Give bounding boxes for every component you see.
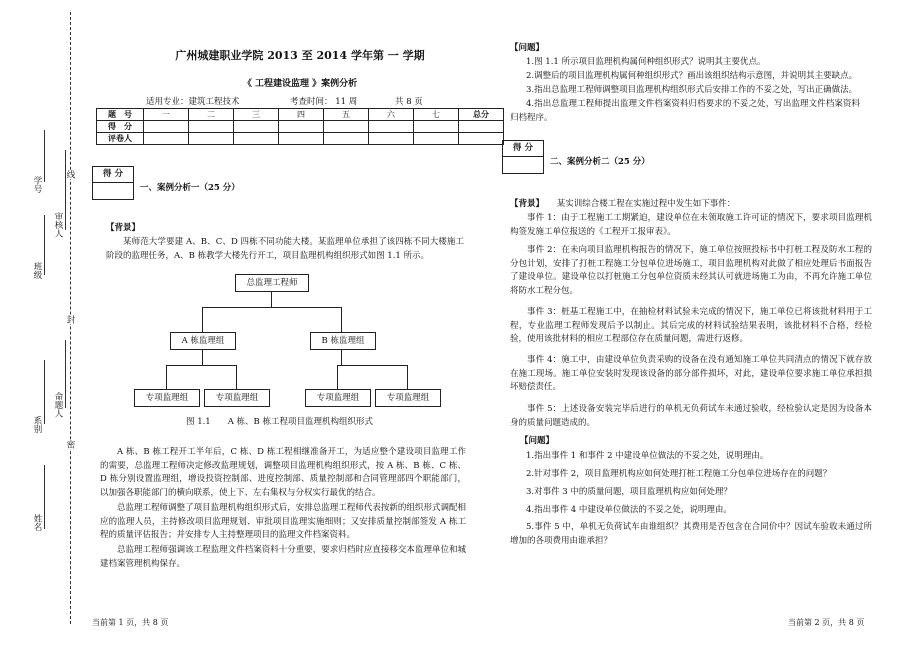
page1-footer: 当前第 1 页，共 8 页 bbox=[92, 618, 169, 627]
score-header-cell: 三 bbox=[234, 109, 279, 121]
course-title: 《 工程建设监理 》案例分析 bbox=[242, 79, 358, 89]
reviewer-cell[interactable] bbox=[279, 133, 324, 145]
org-connector bbox=[236, 365, 237, 389]
org-connector bbox=[341, 349, 342, 365]
score-header-cell: 四 bbox=[279, 109, 324, 121]
org-connector bbox=[202, 349, 203, 365]
org-connector bbox=[337, 365, 338, 389]
question-item: 3.指出总监理工程师调整项目监理机构组织形式后安排工作的不妥之处，写出正确做法。 bbox=[526, 85, 858, 95]
score-header-cell: 七 bbox=[414, 109, 459, 121]
score-cell[interactable] bbox=[144, 121, 189, 133]
org-connector bbox=[166, 365, 237, 366]
reviewer-cell[interactable] bbox=[189, 133, 234, 145]
section2-questions-title: 【问题】 bbox=[520, 436, 555, 446]
section2-score-box[interactable] bbox=[502, 140, 544, 174]
score-cell[interactable] bbox=[459, 121, 504, 133]
department-field[interactable] bbox=[44, 360, 45, 424]
section2-question: 4.指出事件 4 中建设单位做法的不妥之处，说明理由。 bbox=[526, 505, 732, 515]
event-item: 事件 5：上述设备安装完毕后进行的单机无负荷试车未通过验收，经检验认定是因为设备本身的质量问题造成的。 bbox=[510, 404, 872, 428]
score-table bbox=[96, 108, 504, 145]
reviewer-cell[interactable] bbox=[234, 133, 279, 145]
event-item: 事件 3：桩基工程施工中，在抽检材料试验未完成的情况下，施工单位已将该批材料用于工程，专业监理工程师发现后予以制止。其后完成的材料试验结果表明，该批材料不合格，经检验，使用该批材料的相应工程部位存在质量问题，需进行返修。 bbox=[510, 307, 872, 345]
reviewer-cell[interactable] bbox=[414, 133, 459, 145]
section2-question: 2.针对事件 2，项目监理机构应如何处理打桩工程施工分包单位进场存在的问题？ bbox=[526, 469, 832, 479]
section2-background-lead: 某实训综合楼工程在实施过程中发生如下事件： bbox=[556, 199, 736, 209]
score-table-header-row bbox=[97, 109, 504, 121]
org-leaf: 专项监理组 bbox=[204, 389, 270, 407]
section2-background-row bbox=[510, 198, 735, 211]
section1-paragraph: 总监理工程师调整了项目监理机构组织形式后，安排总监理工程师代表按新的组织形式调配相应的监理人员，主持修改项目监理规划、审批项目监理实施细则；又安排质量控制部签发 A 栋工程的质量评估报告；并安排专人主持整理项目的监理文件档案资料。 bbox=[100, 503, 466, 541]
section2-question: 5.事件 5 中，单机无负荷试车由谁组织？其费用是否包含在合同价中？因试车验收未通过所增加的各项费用由谁承担？ bbox=[510, 522, 872, 546]
author-field[interactable] bbox=[65, 340, 66, 408]
org-connector bbox=[202, 307, 203, 332]
reviewer-cell[interactable] bbox=[369, 133, 414, 145]
event-item: 事件 4：施工中，由建设单位负责采购的设备在没有通知施工单位共同清点的情况下就存放在施工现场。施工单位安装时发现该设备的部分部件损坏，对此，建设单位要求施工单位承担损坏赔偿责任。 bbox=[510, 355, 872, 393]
org-branch-b: B 栋监理组 bbox=[310, 332, 376, 350]
score-cell[interactable] bbox=[189, 121, 234, 133]
score-cell[interactable] bbox=[324, 121, 369, 133]
meta-major: 适用专业：建筑工程技术 bbox=[146, 97, 240, 107]
reviewer-row-label: 评卷人 bbox=[97, 133, 144, 145]
score-header-cell: 五 bbox=[324, 109, 369, 121]
org-connector bbox=[407, 365, 408, 389]
score-cell[interactable] bbox=[234, 121, 279, 133]
section1-background: 某师范大学要建 A、B、C、D 四栋不同功能大楼。某监理单位承担了该四栋不同大楼施工阶段的监理任务，A、B 栋教学大楼先行开工，项目监理机构组织形式如图 1.1 所示。 bbox=[106, 237, 464, 261]
questions1-title: 【问题】 bbox=[510, 43, 545, 53]
event-item: 事件 1：由于工程施工工期紧迫，建设单位在未领取施工许可证的情况下，要求项目监理机构签发施工单位报送的《工程开工报审表》。 bbox=[510, 213, 872, 237]
score-header-cell: 六 bbox=[369, 109, 414, 121]
score-header-cell: 二 bbox=[189, 109, 234, 121]
section1-paragraph: 总监理工程师强调该工程监理文件档案资料十分重要，要求归档时应直接移交本监理单位和城建档案管理机构保存。 bbox=[100, 545, 466, 569]
org-connector bbox=[166, 365, 167, 389]
score-header-cell: 总分 bbox=[459, 109, 504, 121]
section1-score-label: 得 分 bbox=[93, 167, 133, 183]
section1-score-box[interactable] bbox=[92, 166, 134, 200]
question-item: 2.调整后的项目监理机构属何种组织形式？画出该组织结构示意图，并说明其主要缺点。 bbox=[526, 71, 858, 81]
section1-paragraph: A 栋、B 栋工程开工半年后，C 栋、D 栋工程相继准备开工，为适应整个建设项目监理工作的需要，总监理工程师决定修改监理规划，调整项目监理机构组织形式，按 A 栋、B 栋、C 栋、D 栋分别设置监理组，增设投资控制部、进度控制部、质量控制部和合同管理部四个职能部门，以加强各职能部门的横向联系，使上下、左右集权与分权实行最优的结合。 bbox=[100, 447, 466, 498]
reviewer-label: 审核人 bbox=[53, 212, 63, 238]
score-header-cell: 题 号 bbox=[97, 109, 144, 121]
org-leaf: 专项监理组 bbox=[305, 389, 371, 407]
binding-seal-label: 封 bbox=[65, 315, 75, 324]
org-leaf: 专项监理组 bbox=[375, 389, 441, 407]
name-label: 姓名 bbox=[32, 514, 42, 531]
meta-pages: 共 8 页 bbox=[395, 97, 423, 107]
org-connector bbox=[341, 307, 342, 332]
question-item: 1.图 1.1 所示项目监理机构属何种组织形式？说明其主要优点。 bbox=[526, 57, 766, 67]
reviewer-field[interactable] bbox=[65, 150, 66, 230]
question-item: 4.指出总监理工程师提出监理文件档案资料归档要求的不妥之处，写出监理文件档案资料归档程序。 bbox=[510, 99, 860, 123]
org-connector bbox=[271, 291, 272, 307]
score-cell[interactable] bbox=[414, 121, 459, 133]
binding-secret-label: 密 bbox=[65, 440, 75, 449]
section2-background-title: 【背景】 bbox=[510, 199, 545, 209]
org-root: 总监理工程师 bbox=[235, 274, 309, 292]
section2-question: 1.指出事件 1 和事件 2 中建设单位做法的不妥之处，说明理由。 bbox=[526, 451, 769, 461]
reviewer-cell[interactable] bbox=[324, 133, 369, 145]
section2-score-label: 得 分 bbox=[503, 141, 543, 157]
score-cell[interactable] bbox=[279, 121, 324, 133]
event-item: 事件 2：在未向项目监理机构报告的情况下，施工单位按照投标书中打桩工程及防水工程的分包计划，安排了打桩工程施工分包单位进场施工，项目监理机构对此做了相应处理后书面报告了建设单位。建设单位以打桩施工分包单位资质未经其认可就进场施工为由，不再允许施工单位将防水工程分包。 bbox=[510, 245, 872, 296]
org-leaf: 专项监理组 bbox=[134, 389, 200, 407]
student-id-label: 学号 bbox=[32, 176, 42, 193]
class-field[interactable] bbox=[44, 215, 45, 275]
org-connector bbox=[337, 365, 408, 366]
org-chart-caption: 图 1.1 A 栋、B 栋工程项目监理机构组织形式 bbox=[186, 417, 374, 427]
org-branch-a: A 栋监理组 bbox=[170, 332, 236, 350]
score-header-cell: 一 bbox=[144, 109, 189, 121]
reviewer-row bbox=[97, 133, 504, 145]
section2-question: 3.对事件 3 中的质量问题，项目监理机构应如何处理？ bbox=[526, 487, 732, 497]
author-label: 命题人 bbox=[53, 392, 63, 418]
student-id-field[interactable] bbox=[44, 130, 45, 182]
name-field[interactable] bbox=[44, 465, 45, 529]
reviewer-cell[interactable] bbox=[459, 133, 504, 145]
page2-footer: 当前第 2 页，共 8 页 bbox=[788, 618, 865, 627]
binding-line-label: 线 bbox=[65, 170, 75, 179]
score-row-label: 得 分 bbox=[97, 121, 144, 133]
exam-title: 广州城建职业学院 2013 至 2014 学年第 一 学期 bbox=[175, 49, 425, 62]
meta-time: 考查时间： 11 周 bbox=[290, 97, 358, 107]
org-connector bbox=[202, 307, 342, 308]
reviewer-cell[interactable] bbox=[144, 133, 189, 145]
score-cell[interactable] bbox=[369, 121, 414, 133]
department-label: 系别 bbox=[32, 416, 42, 433]
section1-heading: 一、案例分析一（25 分） bbox=[140, 183, 240, 193]
section2-heading: 二、案例分析二（25 分） bbox=[550, 157, 650, 167]
class-label: 班级 bbox=[32, 262, 42, 279]
score-row bbox=[97, 121, 504, 133]
section1-background-title: 【背景】 bbox=[106, 223, 141, 233]
